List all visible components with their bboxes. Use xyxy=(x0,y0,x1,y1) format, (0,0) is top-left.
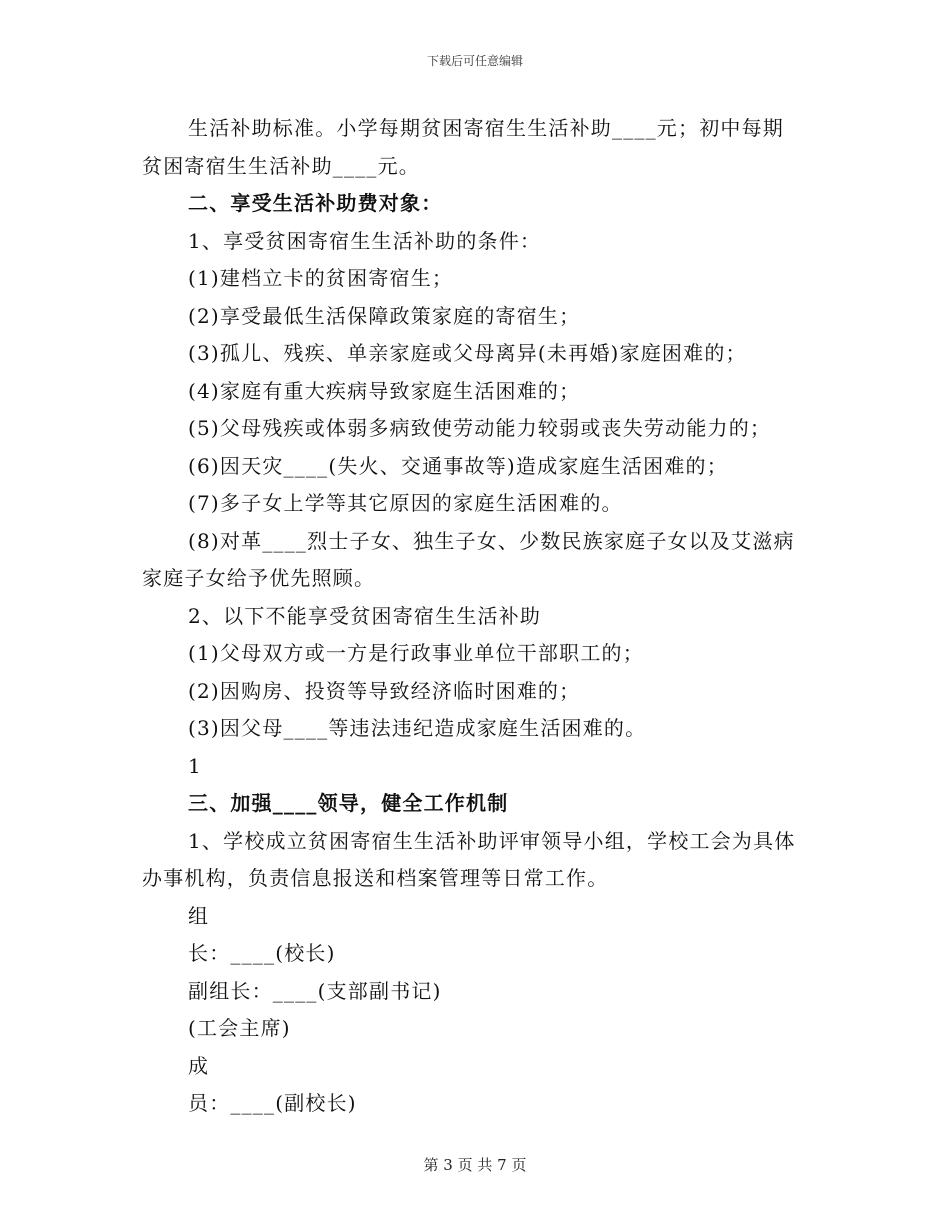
list-item: (2)因购房、投资等导致经济临时困难的； xyxy=(188,678,581,703)
paragraph-line: 办事机构，负责信息报送和档案管理等日常工作。 xyxy=(142,866,609,890)
section-heading: 二、享受生活补助费对象： xyxy=(188,191,443,215)
list-item: (5)父母残疾或体弱多病致使劳动能力较弱或丧失劳动能力的； xyxy=(188,416,772,440)
list-item: (6)因天灾____(失火、交通事故等)造成家庭生活困难的； xyxy=(188,453,728,478)
paragraph-line: 副组长：____(支部副书记) xyxy=(188,978,442,1003)
paragraph-line: 成 xyxy=(188,1053,210,1078)
section-heading: 三、加强____领导，健全工作机制 xyxy=(188,791,509,815)
paragraph-line: 生活补助标准。小学每期贫困寄宿生生活补助____元；初中每期 xyxy=(188,116,784,140)
list-item: (3)因父母____等违法违纪造成家庭生活困难的。 xyxy=(188,716,647,740)
paragraph-line: 贫困寄宿生生活补助____元。 xyxy=(142,153,420,178)
document-body xyxy=(142,110,814,1123)
paragraph-line: 组 xyxy=(188,903,210,928)
paragraph-line: 1 xyxy=(188,753,202,778)
paragraph-line: 长：____(校长) xyxy=(188,941,336,965)
list-item: (3)孤儿、残疾、单亲家庭或父母离异(未再婚)家庭困难的； xyxy=(188,341,747,365)
list-item: (2)享受最低生活保障政策家庭的寄宿生； xyxy=(188,303,581,328)
list-item: (8)对革____烈士子女、独生子女、少数民族家庭子女以及艾滋病 xyxy=(188,528,795,553)
list-item: (7)多子女上学等其它原因的家庭生活困难的。 xyxy=(188,491,623,515)
paragraph-line: 员：____(副校长) xyxy=(188,1091,357,1115)
page-footer: 第 3 页 共 7 页 xyxy=(423,1156,527,1174)
list-item: (1)建档立卡的贫困寄宿生； xyxy=(188,266,454,290)
list-item: (1)父母双方或一方是行政事业单位干部职工的； xyxy=(188,641,644,665)
paragraph-line: 2、以下不能享受贫困寄宿生生活补助 xyxy=(188,603,542,628)
paragraph-line: 家庭子女给予优先照顾。 xyxy=(142,566,376,590)
list-item: (4)家庭有重大疾病导致家庭生活困难的； xyxy=(188,378,581,403)
paragraph-line: 1、享受贫困寄宿生生活补助的条件： xyxy=(188,228,542,253)
paragraph-line: 1、学校成立贫困寄宿生生活补助评审领导小组，学校工会为具体 xyxy=(188,828,796,853)
paragraph-line: (工会主席) xyxy=(188,1016,291,1040)
page-header: 下载后可任意编辑 xyxy=(426,54,523,68)
